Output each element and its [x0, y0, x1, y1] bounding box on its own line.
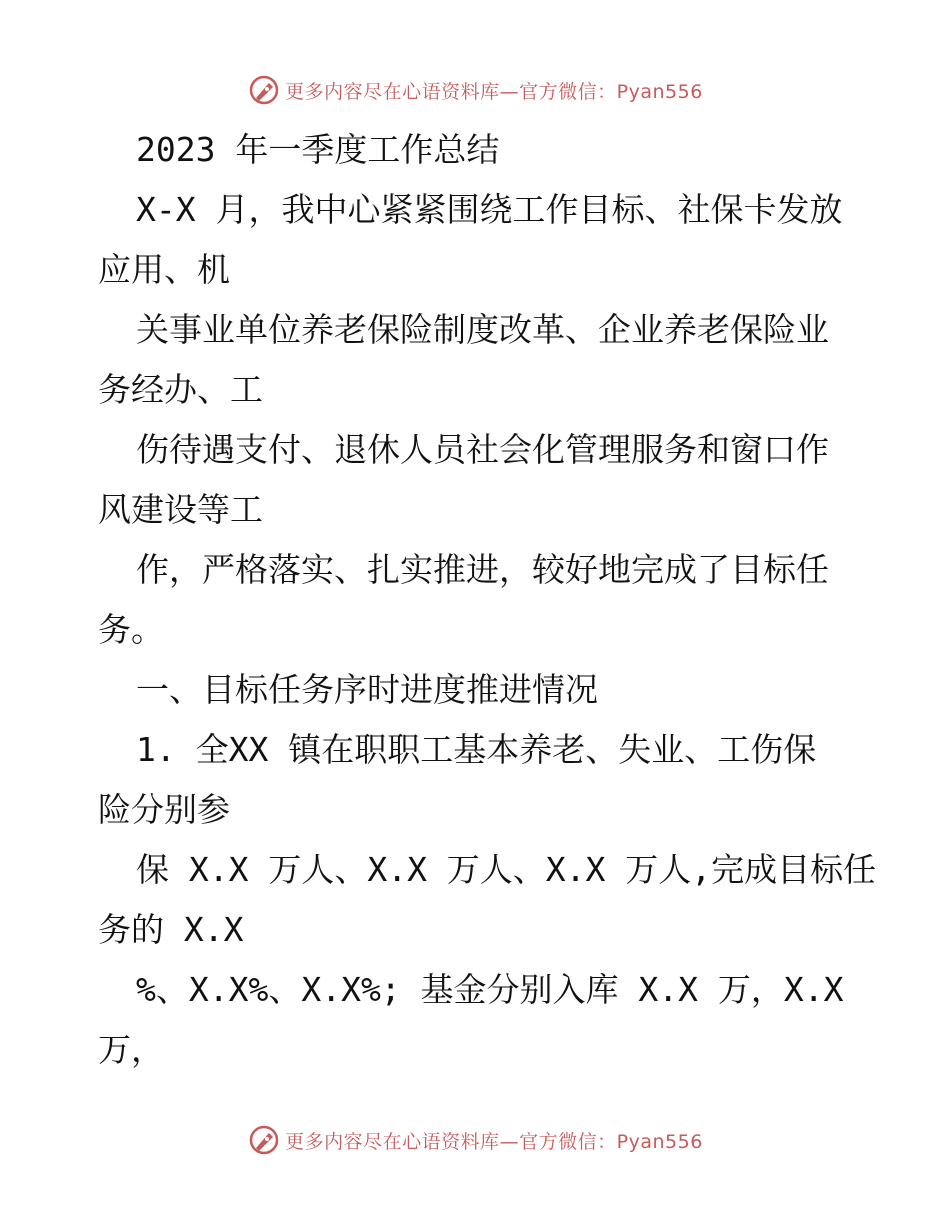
watermark-text: 更多内容尽在心语资料库—官方微信：Pyan556	[285, 80, 703, 103]
pen-nib-circle-icon	[247, 73, 281, 107]
paragraph-line: 务。	[98, 610, 164, 649]
paragraph-line: 险分别参	[98, 790, 230, 829]
document-body	[98, 120, 877, 1080]
document-title: 2023 年一季度工作总结	[136, 130, 500, 169]
paragraph-line: X-X 月，我中心紧紧围绕工作目标、社保卡发放	[136, 190, 843, 229]
paragraph-line: 万，	[98, 1030, 164, 1069]
paragraph-line: 风建设等工	[98, 490, 263, 529]
paragraph-line: 关事业单位养老保险制度改革、企业养老保险业	[136, 310, 829, 349]
watermark-footer	[0, 1120, 950, 1160]
paragraph-line: 务的 X.X	[98, 910, 244, 949]
watermark-header	[0, 70, 950, 110]
paragraph-line: 1. 全XX 镇在职职工基本养老、失业、工伤保	[136, 730, 817, 769]
watermark-text: 更多内容尽在心语资料库—官方微信：Pyan556	[285, 1130, 703, 1153]
paragraph-line: 伤待遇支付、退休人员社会化管理服务和窗口作	[136, 430, 829, 469]
paragraph-line: %、X.X%、X.X%; 基金分别入库 X.X 万，X.X	[136, 970, 844, 1009]
pen-nib-circle-icon	[247, 1123, 281, 1157]
section-heading: 一、目标任务序时进度推进情况	[136, 670, 598, 709]
paragraph-line: 作，严格落实、扎实推进，较好地完成了目标任	[136, 550, 829, 589]
paragraph-line: 保 X.X 万人、X.X 万人、X.X 万人,完成目标任	[136, 850, 877, 889]
paragraph-line: 应用、机	[98, 250, 230, 289]
paragraph-line: 务经办、工	[98, 370, 263, 409]
